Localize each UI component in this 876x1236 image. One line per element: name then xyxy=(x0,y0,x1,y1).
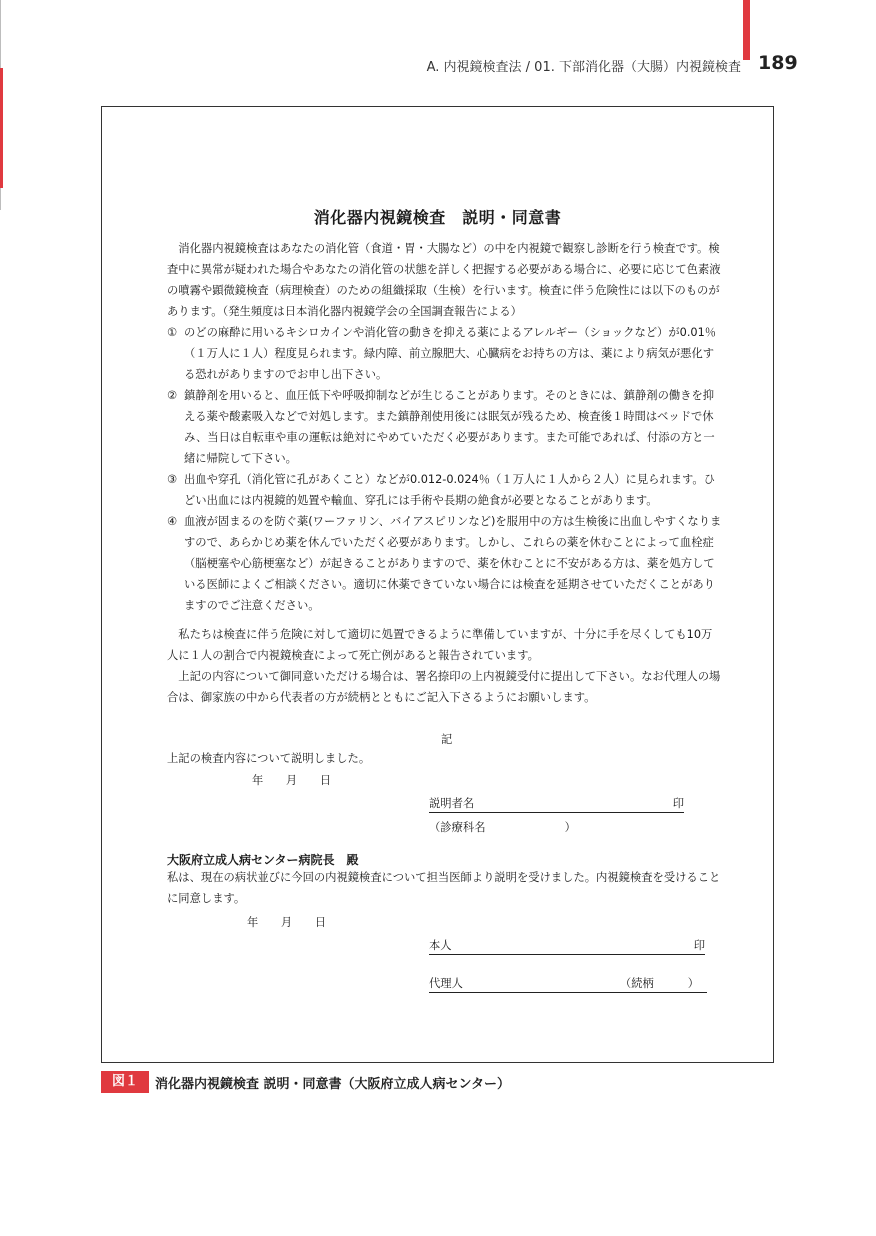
explained-statement: 上記の検査内容について説明しました。 xyxy=(167,752,371,765)
thumb-index-tab xyxy=(743,0,750,60)
ki-heading: 記 xyxy=(441,733,453,746)
form-title: 消化器内視鏡検査 説明・同意書 xyxy=(313,208,562,227)
page-number: 189 xyxy=(758,52,798,74)
risk-number: ③ xyxy=(167,473,178,486)
relation-label: （続柄 ） xyxy=(619,977,699,990)
explainer-label: 説明者名 xyxy=(429,797,475,810)
intro-paragraph: 消化器内視鏡検査はあなたの消化管（食道・胃・大腸など）の中を内視鏡で観察し診断を行う検査です。検査中に異常が疑われた場合やあなたの消化管の状態を詳しく把握する必要がある場合に、必要に応じて色素液の噴霧や顕微鏡検査（病理検査）のための組織採取（生検）を行います。検査に伴う危険性には以下のものがあります。（発生頻度は日本消化器内視鏡学会の全国調査報告による） xyxy=(167,242,721,318)
patient-signature-field[interactable] xyxy=(429,937,705,955)
proxy-label: 代理人 xyxy=(429,977,463,990)
risk-text: 鎮静剤を用いると、血圧低下や呼吸抑制などが生じることがあります。そのときには、鎮静剤の働きを抑える薬や酸素吸入などで対処します。また鎮静剤使用後には眠気が残るため、検査後１時間はベッドで休み、当日は自転車や車の運転は絶対にやめていただく必要があります。また可能であれば、付添の方と一緒に帰院して下さい。 xyxy=(184,389,715,465)
closing-paragraph: 私たちは検査に伴う危険に対して適切に処置できるように準備していますが、十分に手を尽くしても10万人に１人の割合で内視鏡検査によって死亡例があると報告されています。 xyxy=(167,628,713,662)
risk-number: ④ xyxy=(167,515,178,528)
explainer-name-field[interactable] xyxy=(429,795,684,813)
risk-item xyxy=(167,469,723,511)
risk-number: ② xyxy=(167,389,178,402)
running-head: A. 内視鏡検査法 / 01. 下部消化器（大腸）内視鏡検査 xyxy=(426,60,741,75)
patient-label: 本人 xyxy=(429,939,452,952)
date-line: 年 月 日 xyxy=(252,774,332,787)
proxy-signature-field[interactable] xyxy=(429,975,707,993)
figure-badge: 図１ xyxy=(101,1071,149,1093)
consent-form xyxy=(101,106,774,1063)
addressee: 大阪府立成人病センター病院長 殿 xyxy=(167,853,359,867)
risk-text: 血液が固まるのを防ぐ薬(ワーファリン、バイアスピリンなど)を服用中の方は生検後に出血しやすくなりますので、あらかじめ薬を休んでいただく必要があります。しかし、これらの薬を休むことによって血栓症（脳梗塞や心筋梗塞など）が起きることがありますので、薬を休むことに不安がある方は、薬を処方している医師によくご相談ください。適切に休薬できていない場合には検査を延期させていただくことがありますのでご注意ください。 xyxy=(184,515,722,612)
figure-caption: 消化器内視鏡検査 説明・同意書（大阪府立成人病センター） xyxy=(155,1077,511,1092)
risk-text: のどの麻酔に用いるキシロカインや消化管の動きを抑える薬によるアレルギー（ショックなど）が0.01％（１万人に１人）程度見られます。緑内障、前立腺肥大、心臓病をお持ちの方は、薬により病気が悪化する恐れがありますのでお申し出下さい。 xyxy=(184,326,717,381)
page-edge-marker xyxy=(0,68,3,188)
risk-item xyxy=(167,385,723,469)
seal-mark: 印 xyxy=(672,797,684,810)
risk-item xyxy=(167,511,723,616)
risk-text: 出血や穿孔（消化管に孔があくこと）などが0.012-0.024％（１万人に１人から２人）に見られます。ひどい出血には内視鏡的処置や輸血、穿孔には手術や長期の絶食が必要となることがあります。 xyxy=(184,473,716,507)
date-line: 年 月 日 xyxy=(247,916,327,929)
seal-mark: 印 xyxy=(693,939,705,952)
closing-paragraph: 上記の内容について御同意いただける場合は、署名捺印の上内視鏡受付に提出して下さい。なお代理人の場合は、御家族の中から代表者の方が続柄とともにご記入下さるようにお願いします。 xyxy=(167,670,721,704)
consent-statement: 私は、現在の病状並びに今回の内視鏡検査について担当医師より説明を受けました。内視鏡検査を受けることに同意します。 xyxy=(167,871,721,905)
form-body xyxy=(167,238,723,708)
risk-number: ① xyxy=(167,326,178,339)
department-field[interactable]: （診療科名 ） xyxy=(429,821,576,834)
risk-item xyxy=(167,322,723,385)
